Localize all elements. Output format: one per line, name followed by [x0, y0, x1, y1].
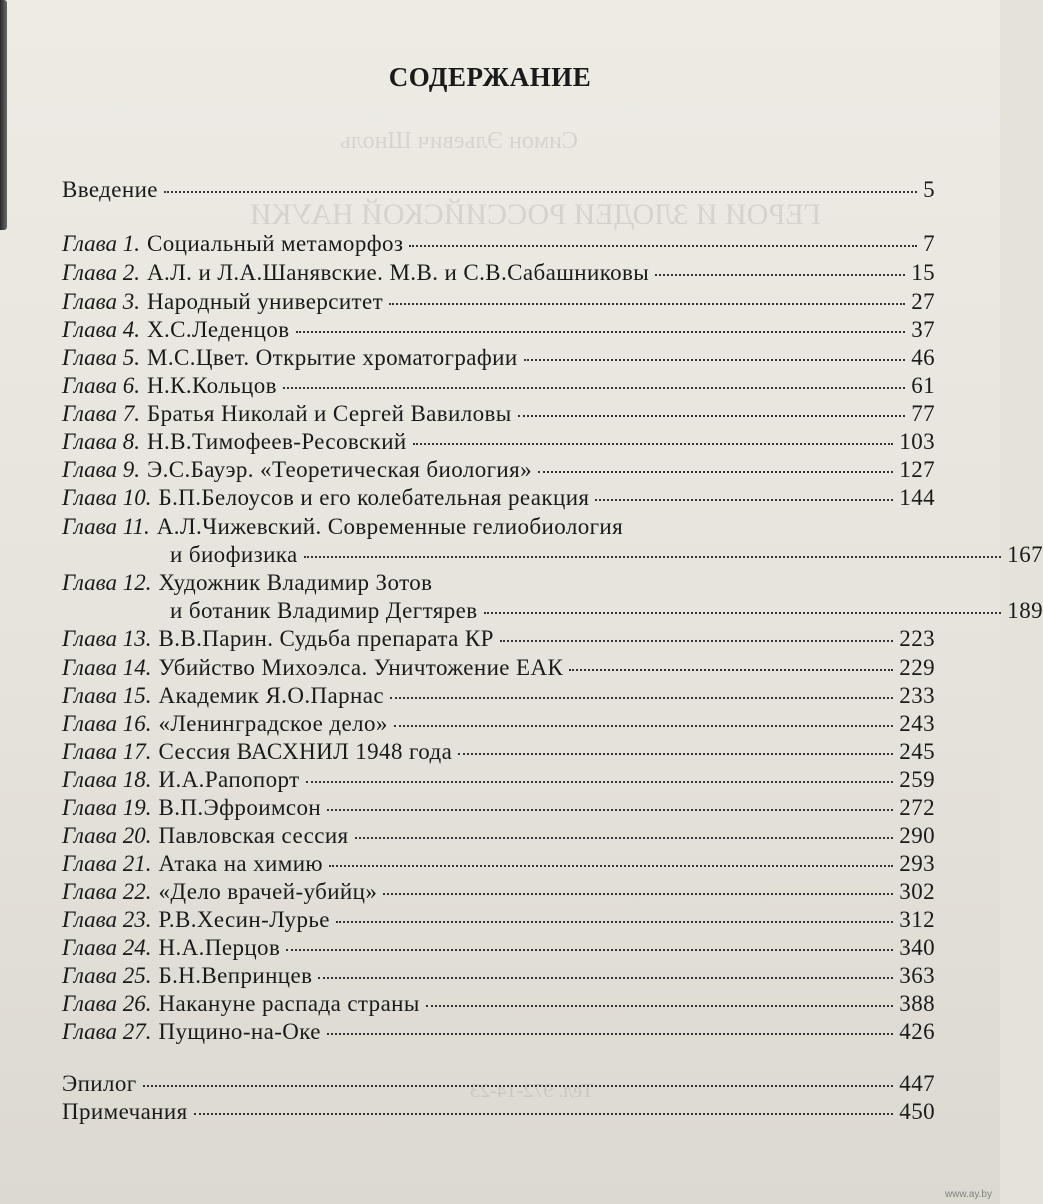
toc-page-number: 388 [899, 991, 935, 1016]
chapter-number: Глава 2. [62, 260, 140, 285]
toc-page-number: 223 [899, 626, 935, 651]
dot-leader [655, 274, 905, 276]
dot-leader [426, 1005, 894, 1007]
toc-entry-chapter-22 [62, 878, 935, 905]
toc-page-number: 46 [911, 345, 935, 370]
dot-leader [194, 1113, 894, 1115]
toc-page-number: 245 [899, 739, 935, 764]
chapter-number: Глава 5. [62, 345, 140, 370]
chapter-title: Убийство Михоэлса. Уничтожение ЕАК [158, 655, 564, 680]
chapter-title: Социальный метаморфоз [147, 231, 404, 256]
dot-leader [286, 949, 893, 951]
toc-entry-label: Введение [62, 177, 158, 202]
dot-leader [390, 697, 893, 699]
dot-leader [595, 499, 893, 501]
toc-page-number: 15 [911, 260, 935, 285]
chapter-title: Сессия ВАСХНИЛ 1948 года [158, 739, 453, 764]
chapter-title: Художник Владимир Зотов [158, 570, 433, 595]
toc-entry-chapter-17 [62, 738, 935, 765]
toc-page-number: 243 [899, 711, 935, 736]
chapter-title-continuation: и биофизика [170, 542, 298, 567]
toc-page-number: 144 [899, 485, 935, 510]
chapter-title: И.А.Рапопорт [158, 767, 300, 792]
toc-entry-chapter-9 [62, 456, 935, 483]
chapter-title: Н.К.Кольцов [147, 373, 277, 398]
toc-page-number: 5 [923, 177, 935, 202]
dot-leader [538, 471, 893, 473]
toc-page-number: 312 [899, 907, 935, 932]
toc-page-number: 37 [911, 317, 935, 342]
dot-leader [318, 977, 893, 979]
chapter-title: Х.С.Леденцов [147, 317, 290, 342]
chapter-number: Глава 3. [62, 289, 140, 314]
dot-leader [296, 331, 906, 333]
chapter-title: Б.Н.Вепринцев [158, 963, 313, 988]
toc-entry-chapter-20 [62, 822, 935, 849]
chapter-number: Глава 25. [62, 963, 152, 988]
chapter-number: Глава 27. [62, 1019, 152, 1044]
toc-page-number: 302 [899, 879, 935, 904]
chapter-title: Э.С.Бауэр. «Теоретическая биология» [147, 457, 533, 482]
chapter-number: Глава 20. [62, 823, 152, 848]
toc-page-number: 61 [911, 373, 935, 398]
toc-page-number: 447 [899, 1071, 935, 1096]
chapter-number: Глава 11. [62, 514, 150, 539]
toc-entry-chapter-11 [62, 513, 935, 540]
chapter-number: Глава 7. [62, 401, 140, 426]
toc-page-number: 450 [899, 1099, 935, 1124]
toc-entry-chapter-2 [62, 259, 935, 286]
toc-entry-chapter-19 [62, 794, 935, 821]
toc-entry-chapter-7 [62, 400, 935, 427]
chapter-title: В.П.Эфроимсон [158, 795, 322, 820]
toc-entry-chapter-16 [62, 710, 935, 737]
chapter-number: Глава 16. [62, 711, 152, 736]
dot-leader [329, 865, 893, 867]
chapter-number: Глава 6. [62, 373, 140, 398]
chapter-number: Глава 13. [62, 626, 152, 651]
toc-entry-chapter-25 [62, 962, 935, 989]
dot-leader [383, 893, 893, 895]
toc-entry-chapter-12-continuation [62, 597, 1043, 624]
toc-page-number: 229 [899, 655, 935, 680]
chapter-number: Глава 8. [62, 429, 140, 454]
chapter-title: Накануне распада страны [158, 991, 420, 1016]
toc-page-number: 27 [911, 289, 935, 314]
toc-entry-chapter-26 [62, 990, 935, 1017]
dot-leader [336, 921, 893, 923]
chapter-title: Братья Николай и Сергей Вавиловы [147, 401, 512, 426]
chapter-title: Н.В.Тимофеев-Ресовский [147, 429, 407, 454]
chapter-title: Атака на химию [158, 851, 324, 876]
chapter-title: Пущино-на-Оке [158, 1019, 321, 1044]
toc-page-number: 189 [1007, 598, 1043, 623]
dot-leader [413, 443, 894, 445]
chapter-number: Глава 21. [62, 851, 152, 876]
dot-leader [355, 837, 894, 839]
chapter-number: Глава 23. [62, 907, 152, 932]
page-edge-shadow [0, 0, 7, 230]
toc-entry-chapter-21 [62, 850, 935, 877]
chapter-title: Академик Я.О.Парнас [158, 683, 384, 708]
toc-entry-chapter-15 [62, 682, 935, 709]
chapter-number: Глава 22. [62, 879, 152, 904]
toc-entry-chapter-18 [62, 766, 935, 793]
chapter-number: Глава 26. [62, 991, 152, 1016]
chapter-title: А.Л. и Л.А.Шанявские. М.В. и С.В.Сабашниковы [147, 260, 650, 285]
chapter-number: Глава 12. [62, 570, 152, 595]
toc-page-number: 426 [899, 1019, 935, 1044]
dot-leader [409, 245, 917, 247]
chapter-title: В.В.Парин. Судьба препарата КР [158, 626, 494, 651]
toc-entry-chapter-8 [62, 428, 935, 455]
toc-page-number: 103 [899, 429, 935, 454]
chapter-title: Н.А.Перцов [158, 935, 281, 960]
toc-page-number: 167 [1007, 542, 1043, 567]
dot-leader [394, 725, 894, 727]
chapter-title: Павловская сессия [158, 823, 349, 848]
chapter-title: Народный университет [147, 289, 384, 314]
toc-page-number: 340 [899, 935, 935, 960]
chapter-title-continuation: и ботаник Владимир Дегтярев [170, 598, 478, 623]
toc-entry-chapter-1 [62, 230, 935, 257]
chapter-number: Глава 18. [62, 767, 152, 792]
dot-leader [389, 303, 905, 305]
toc-page-number: 363 [899, 963, 935, 988]
dot-leader [524, 359, 906, 361]
bleed-through-phone: Тел. 972-14-23 [470, 1080, 594, 1102]
chapter-number: Глава 14. [62, 655, 152, 680]
chapter-number: Глава 1. [62, 231, 140, 256]
chapter-number: Глава 24. [62, 935, 152, 960]
dot-leader [304, 556, 1002, 558]
dot-leader [283, 387, 905, 389]
chapter-title: «Ленинградское дело» [158, 711, 388, 736]
toc-entry-chapter-23 [62, 906, 935, 933]
dot-leader [164, 191, 917, 193]
page-title: СОДЕРЖАНИЕ [388, 62, 592, 92]
toc-entry-chapter-10 [62, 484, 935, 511]
toc-entry-label: Примечания [62, 1099, 188, 1124]
toc-entry-chapter-11-continuation [62, 541, 1043, 568]
chapter-number: Глава 4. [62, 317, 140, 342]
toc-entry-chapter-12 [62, 569, 935, 596]
chapter-number: Глава 17. [62, 739, 152, 764]
chapter-title: А.Л.Чижевский. Современные гелиобиология [156, 514, 624, 539]
dot-leader [484, 612, 1002, 614]
toc-entry-chapter-24 [62, 934, 935, 961]
chapter-title: «Дело врачей-убийц» [158, 879, 378, 904]
dot-leader [327, 1033, 893, 1035]
toc-entry-chapter-27 [62, 1018, 935, 1045]
dot-leader [327, 809, 893, 811]
dot-leader [500, 640, 893, 642]
chapter-title: М.С.Цвет. Открытие хроматографии [147, 345, 518, 370]
dot-leader [143, 1085, 894, 1087]
toc-entry-chapter-13 [62, 625, 935, 652]
toc-page-number: 293 [899, 851, 935, 876]
bleed-through-author: Симон Эльевич Шноль [340, 128, 578, 154]
toc-page-number: 127 [899, 457, 935, 482]
dot-leader [458, 753, 893, 755]
dot-leader [518, 415, 906, 417]
toc-entry-epilogue [62, 1070, 935, 1097]
toc-page-number: 7 [923, 231, 935, 256]
bleed-through-book-title: ГЕРОИ И ЗЛОДЕИ РОССИЙСКОЙ НАУКИ [250, 198, 822, 231]
chapter-title: Б.П.Белоусов и его колебательная реакция [158, 485, 590, 510]
dot-leader [306, 781, 894, 783]
chapter-number: Глава 19. [62, 795, 152, 820]
toc-page-number: 290 [899, 823, 935, 848]
toc-entry-intro [62, 176, 935, 203]
dot-leader [569, 669, 893, 671]
chapter-number: Глава 15. [62, 683, 152, 708]
chapter-number: Глава 10. [62, 485, 152, 510]
toc-entry-chapter-5 [62, 344, 935, 371]
toc-entry-chapter-4 [62, 316, 935, 343]
toc-entry-chapter-6 [62, 372, 935, 399]
toc-page-number: 77 [911, 401, 935, 426]
toc-page-number: 259 [899, 767, 935, 792]
toc-page-number: 272 [899, 795, 935, 820]
chapter-title: Р.В.Хесин-Лурье [158, 907, 330, 932]
toc-entry-notes [62, 1098, 935, 1125]
chapter-number: Глава 9. [62, 457, 140, 482]
site-watermark: www.ay.by [944, 1189, 992, 1200]
toc-entry-chapter-3 [62, 288, 935, 315]
toc-entry-label: Эпилог [62, 1071, 137, 1096]
toc-page-number: 233 [899, 683, 935, 708]
toc-entry-chapter-14 [62, 654, 935, 681]
